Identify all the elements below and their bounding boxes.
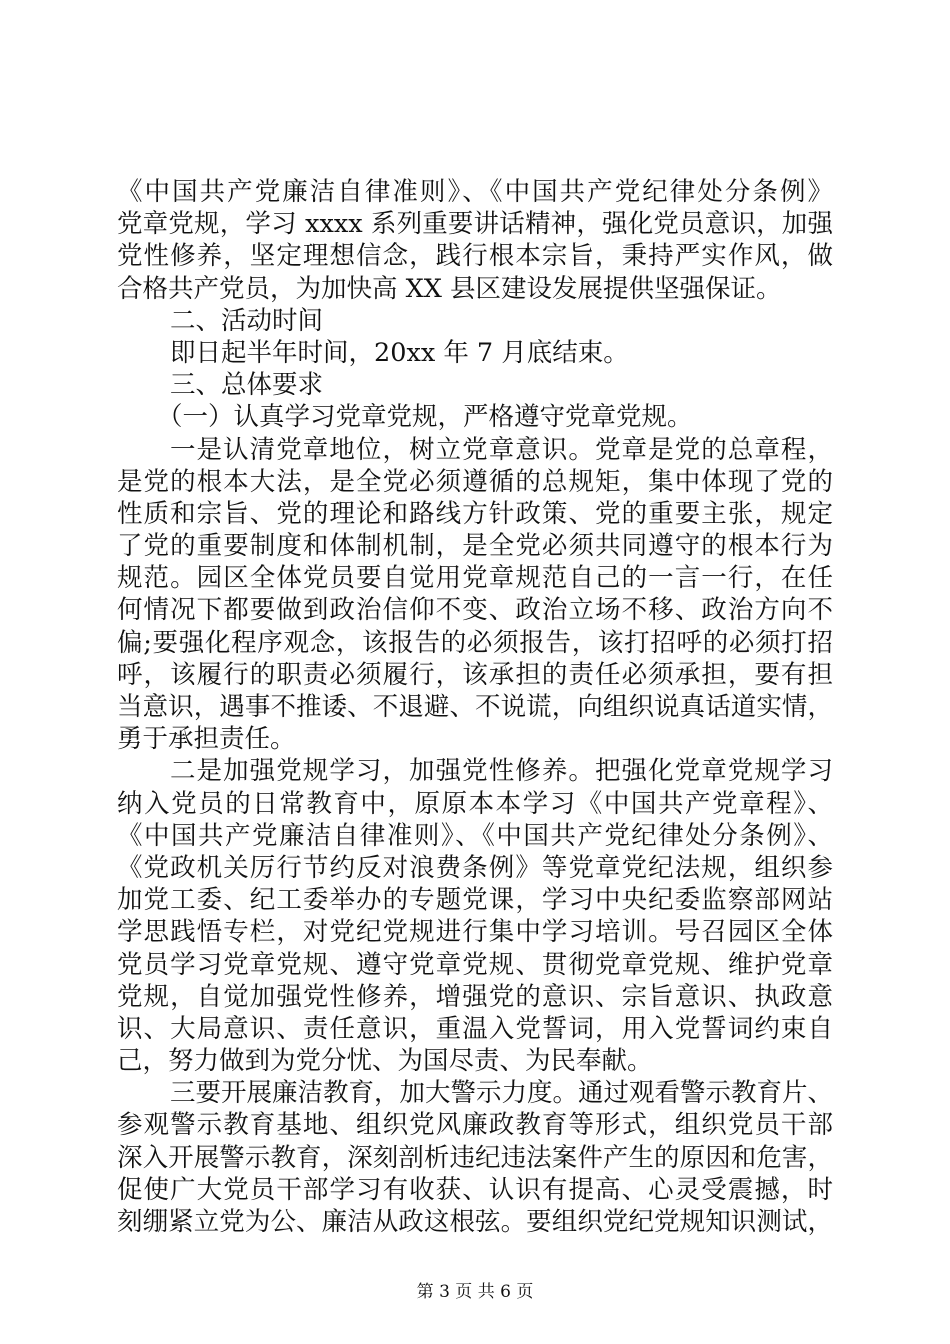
body-line: 己，努力做到为党分忧、为国尽责、为民奉献。 [117, 1046, 653, 1077]
body-line: 二是加强党规学习，加强党性修养。把强化党章党规学习 [170, 756, 833, 787]
body-line: 《党政机关厉行节约反对浪费条例》等党章党纪法规，组织参 [117, 852, 833, 883]
body-line: 深入开展警示教育，深刻剖析违纪违法案件产生的原因和危害， [117, 1142, 833, 1173]
body-line: 规范。园区全体党员要自觉用党章规范自己的一言一行，在任 [117, 563, 833, 594]
body-line: 性质和宗旨、党的理论和路线方针政策、党的重要主张，规定 [117, 498, 833, 529]
body-line: 是党的根本大法，是全党必须遵循的总规矩，集中体现了党的 [117, 466, 833, 497]
body-line: 勇于承担责任。 [117, 724, 296, 755]
body-line: 党规，自觉加强党性修养，增强党的意识、宗旨意识、执政意 [117, 981, 833, 1012]
body-line: 促使广大党员干部学习有收获、认识有提高、心灵受震撼，时 [117, 1174, 833, 1205]
body-line: 何情况下都要做到政治信仰不变、政治立场不移、政治方向不 [117, 595, 833, 626]
document-body [117, 176, 833, 1238]
body-line: 党章党规，学习 xxxx 系列重要讲话精神，强化党员意识，加强 [117, 209, 833, 240]
body-line: 一是认清党章地位，树立党章意识。党章是党的总章程， [170, 434, 833, 465]
body-line: 纳入党员的日常教育中，原原本本学习《中国共产党章程》、 [117, 788, 833, 819]
body-line: 合格共产党员，为加快高 XX 县区建设发展提供坚强保证。 [117, 273, 782, 304]
body-line: 党员学习党章党规、遵守党章党规、贯彻党章党规、维护党章 [117, 949, 833, 980]
body-line: 呼，该履行的职责必须履行，该承担的责任必须承担，要有担 [117, 659, 833, 690]
section-heading-activity-time: 二、活动时间 [170, 305, 324, 336]
body-line: 当意识，遇事不推诿、不退避、不说谎，向组织说真话道实情， [117, 692, 833, 722]
body-line: 参观警示教育基地、组织党风廉政教育等形式，组织党员干部 [117, 1110, 833, 1141]
body-line: 《中国共产党廉洁自律准则》、《中国共产党纪律处分条例》 [117, 177, 833, 207]
body-line: 党性修养，坚定理想信念，践行根本宗旨，秉持严实作风，做 [117, 241, 833, 272]
section-heading-general-requirements: 三、总体要求 [170, 370, 324, 401]
body-line: 三要开展廉洁教育，加大警示力度。通过观看警示教育片、 [170, 1078, 834, 1109]
subsection-heading: （一）认真学习党章党规，严格遵守党章党规。 [157, 402, 693, 433]
body-line: 偏;要强化程序观念，该报告的必须报告，该打招呼的必须打招 [117, 627, 833, 658]
body-line: 学思践悟专栏，对党纪党规进行集中学习培训。号召园区全体 [117, 917, 833, 948]
body-line: 刻绷紧立党为公、廉洁从政这根弦。要组织党纪党规知识测试， [117, 1207, 833, 1237]
body-line: 即日起半年时间，20xx 年 7 月底结束。 [170, 337, 629, 368]
page-footer: 第 3 页 共 6 页 [416, 1282, 534, 1302]
body-line: 加党工委、纪工委举办的专题党课，学习中央纪委监察部网站 [117, 885, 833, 916]
body-line: 了党的重要制度和体制机制，是全党必须共同遵守的根本行为 [117, 531, 833, 562]
body-line: 识、大局意识、责任意识，重温入党誓词，用入党誓词约束自 [117, 1013, 833, 1044]
body-line: 《中国共产党廉洁自律准则》、《中国共产党纪律处分条例》、 [117, 820, 833, 851]
